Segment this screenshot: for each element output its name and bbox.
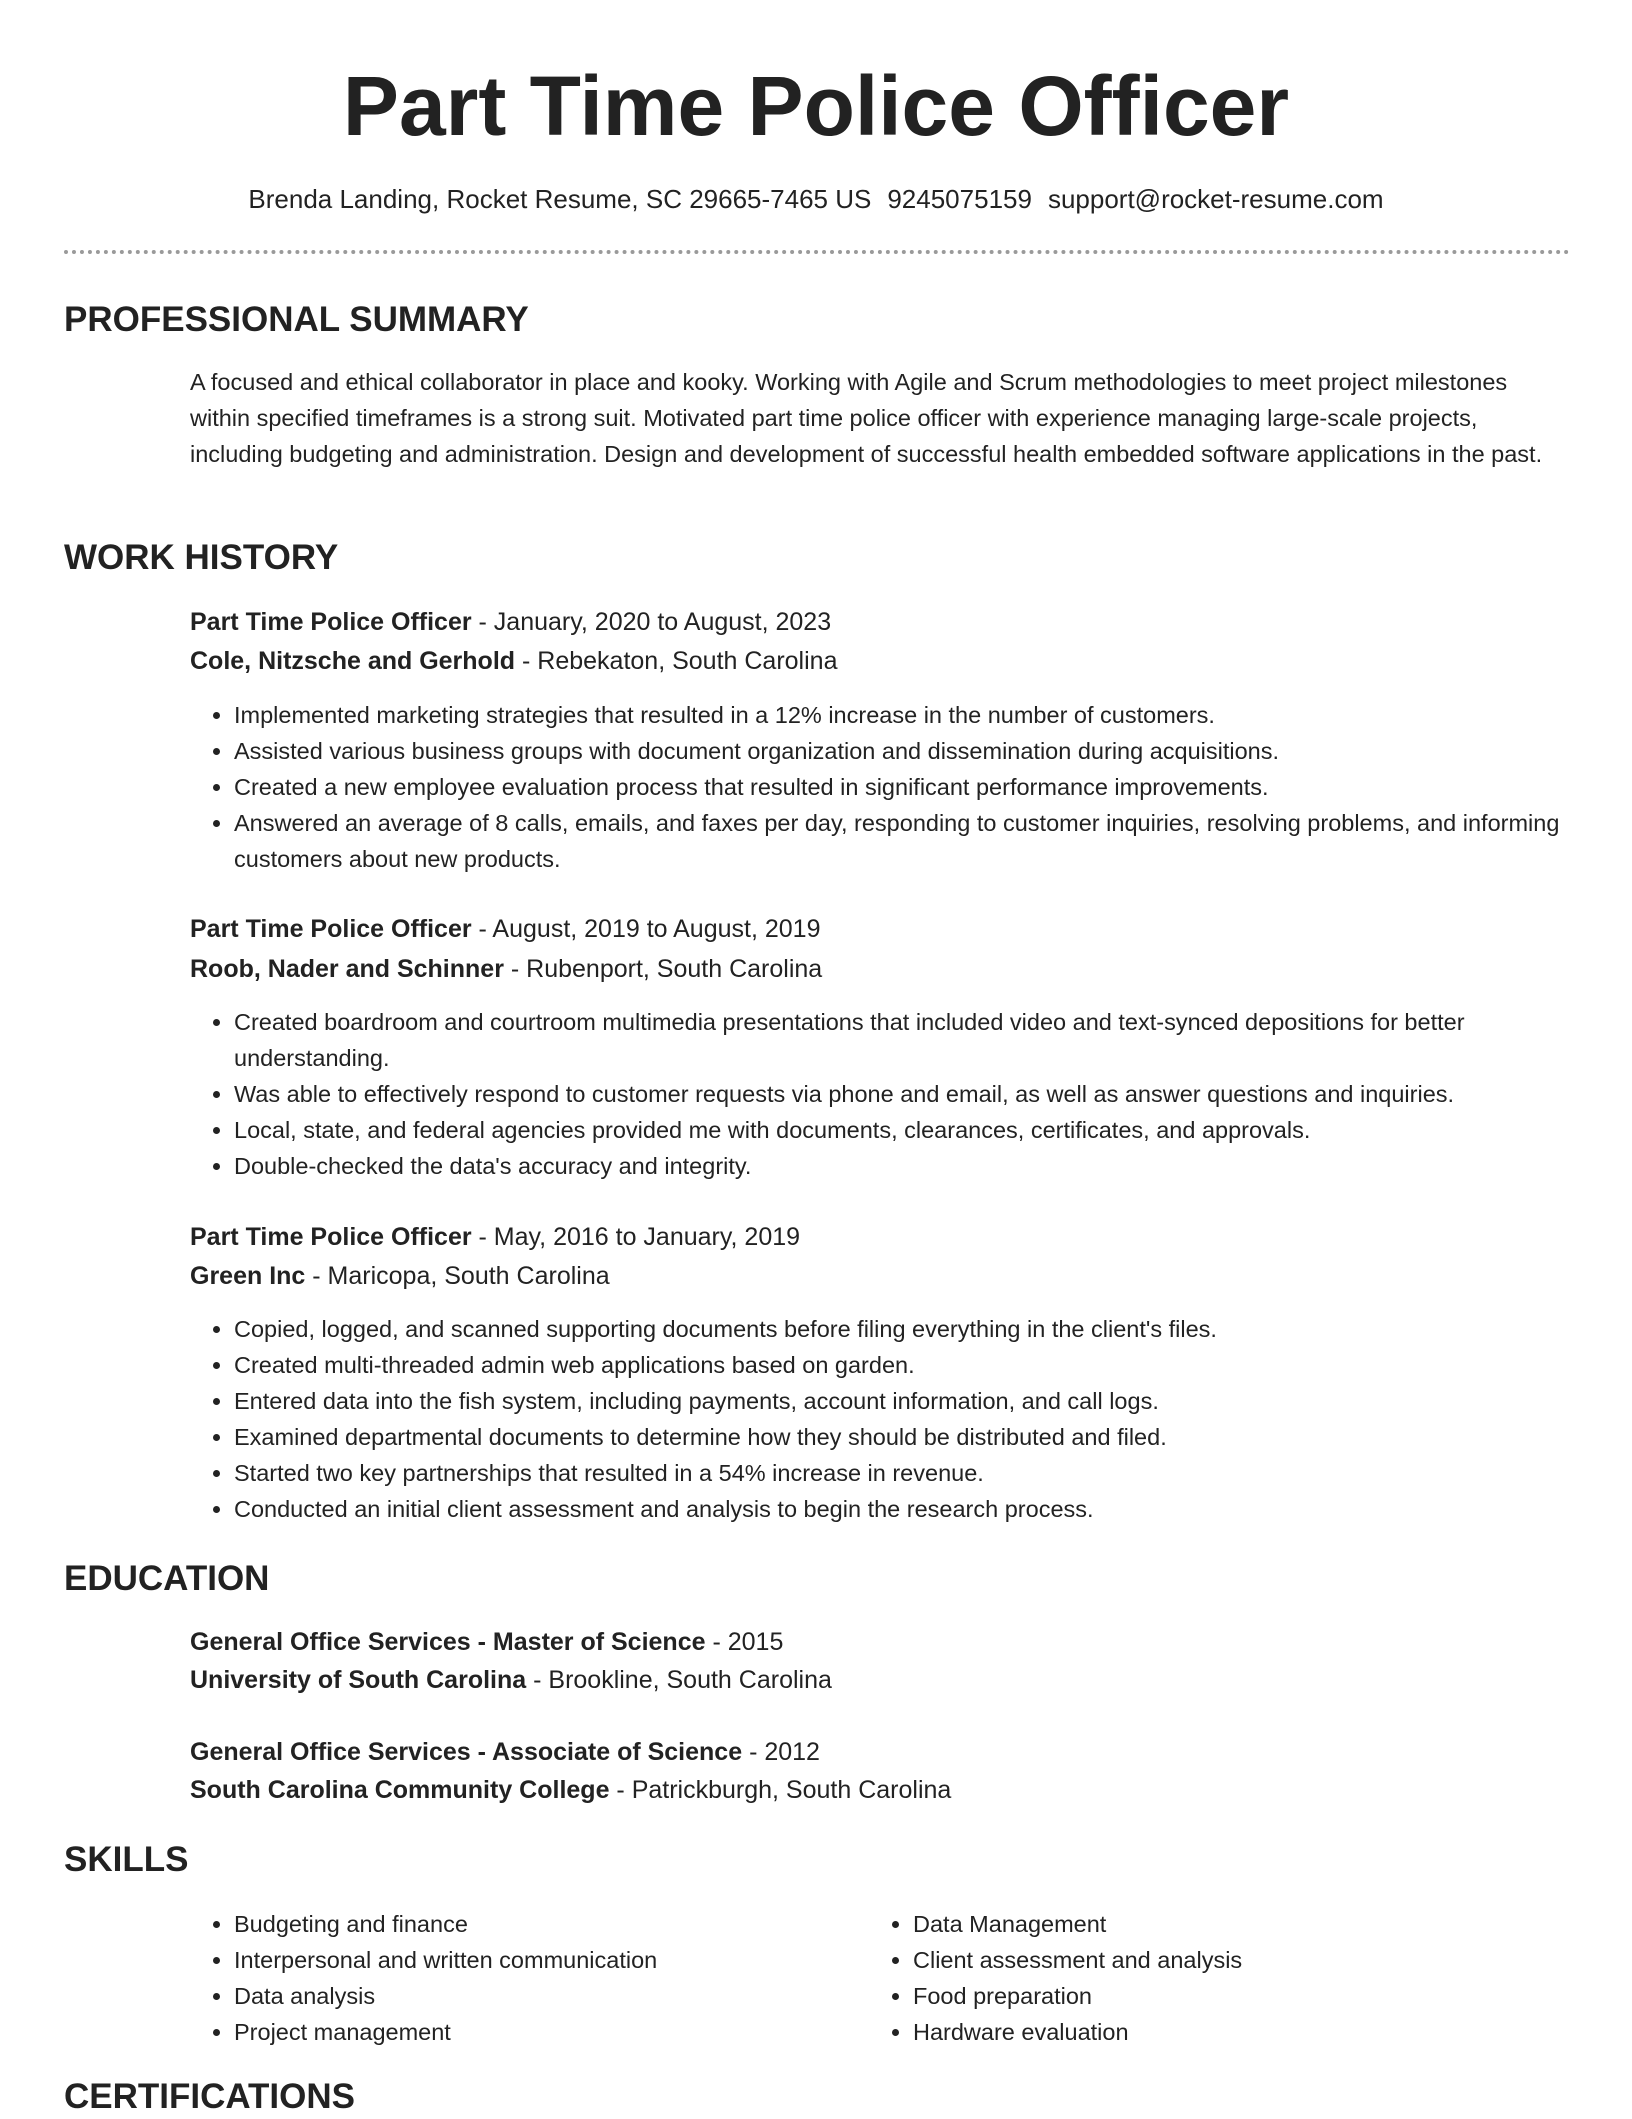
list-item: • Created multi-threaded admin web applications based on garden. [234,1347,1604,1383]
list-item: • Was able to effectively respond to customer requests via phone and email, as well as answer questions and inquiries. [234,1076,1604,1112]
contact-line [0,181,1632,217]
job-dates: - May, 2016 to January, 2019 [471,1223,801,1251]
education-location: - Patrickburgh, South Carolina [609,1776,952,1804]
job-bullets [190,1004,1604,1184]
section-heading-work-history: WORK HISTORY [64,538,339,577]
section-heading-skills: SKILLS [64,1840,189,1879]
skill-item: • Budgeting and finance [234,1906,854,1942]
job-title: Part Time Police Officer [190,608,472,636]
resume-title: Part Time Police Officer [342,59,1290,153]
job-company-line [190,1258,610,1294]
header-divider [64,250,1570,254]
job-location: - Maricopa, South Carolina [305,1262,610,1290]
skill-item: • Interpersonal and written communication [234,1942,854,1978]
job-title: Part Time Police Officer [190,1223,472,1251]
education-year: - 2012 [742,1738,820,1766]
skills-list-right [869,1906,1533,2050]
skill-item: • Project management [234,2014,854,2050]
list-item: • Created a new employee evaluation process that resulted in significant performance improvements. [234,769,1604,805]
job-title: Part Time Police Officer [190,915,472,943]
job-bullets [190,697,1604,877]
education-location: - Brookline, South Carolina [526,1666,832,1694]
job-location: - Rebekaton, South Carolina [515,647,838,675]
education-degree-line [190,1734,820,1770]
job-title-line [190,1219,800,1255]
job-company-line [190,643,837,679]
section-heading-summary: PROFESSIONAL SUMMARY [64,300,529,339]
list-item: • Copied, logged, and scanned supporting documents before filing everything in the client's files. [234,1311,1604,1347]
list-item: • Answered an average of 8 calls, emails, and faxes per day, responding to customer inquiries, resolving problems, and informing customers about new products. [234,805,1604,877]
contact-phone: 9245075159 [887,184,1032,214]
list-item: • Local, state, and federal agencies provided me with documents, clearances, certificates, and approvals. [234,1112,1604,1148]
section-heading-certifications: CERTIFICATIONS [64,2077,356,2116]
job-bullets [190,1311,1604,1527]
education-degree-line [190,1624,783,1660]
summary-text: A focused and ethical collaborator in place and kooky. Working with Agile and Scrum methodologies to meet project milestones within specified timeframes is a strong suit. Motivated part time police officer with experience managing large-scale projects, including budgeting and administration. Design and development of successful health embedded software applications in the past. [190,369,1543,467]
job-dates: - January, 2020 to August, 2023 [471,608,832,636]
contact-address: Brenda Landing, Rocket Resume, SC 29665-7465 US [248,184,872,214]
skills-list-left [190,1906,854,2050]
skill-item: • Data Management [913,1906,1533,1942]
list-item: • Double-checked the data's accuracy and integrity. [234,1148,1604,1184]
job-company: Roob, Nader and Schinner [190,955,504,983]
contact-email: support@rocket-resume.com [1047,184,1384,214]
education-degree: General Office Services - Associate of Science [190,1738,743,1766]
list-item: • Implemented marketing strategies that resulted in a 12% increase in the number of customers. [234,697,1604,733]
job-company: Green Inc [190,1262,306,1290]
education-school: South Carolina Community College [190,1776,610,1804]
skill-item: • Hardware evaluation [913,2014,1533,2050]
list-item: • Assisted various business groups with document organization and dissemination during acquisitions. [234,733,1604,769]
skill-item: • Client assessment and analysis [913,1942,1533,1978]
job-dates: - August, 2019 to August, 2019 [471,915,821,943]
list-item: • Started two key partnerships that resulted in a 54% increase in revenue. [234,1455,1604,1491]
job-company-line [190,951,822,987]
education-school-line [190,1772,951,1808]
list-item: • Entered data into the fish system, including payments, account information, and call logs. [234,1383,1604,1419]
skill-item: • Food preparation [913,1978,1533,2014]
job-company: Cole, Nitzsche and Gerhold [190,647,516,675]
job-title-line [190,604,831,640]
education-school: University of South Carolina [190,1666,527,1694]
job-title-line [190,911,820,947]
list-item: • Examined departmental documents to determine how they should be distributed and filed. [234,1419,1604,1455]
list-item: • Conducted an initial client assessment and analysis to begin the research process. [234,1491,1604,1527]
education-school-line [190,1662,832,1698]
section-heading-education: EDUCATION [64,1559,270,1598]
job-location: - Rubenport, South Carolina [503,955,823,983]
list-item: • Created boardroom and courtroom multimedia presentations that included video and text-synced depositions for better understanding. [234,1004,1604,1076]
skill-item: • Data analysis [234,1978,854,2014]
education-year: - 2015 [705,1628,784,1656]
education-degree: General Office Services - Master of Science [190,1628,706,1656]
